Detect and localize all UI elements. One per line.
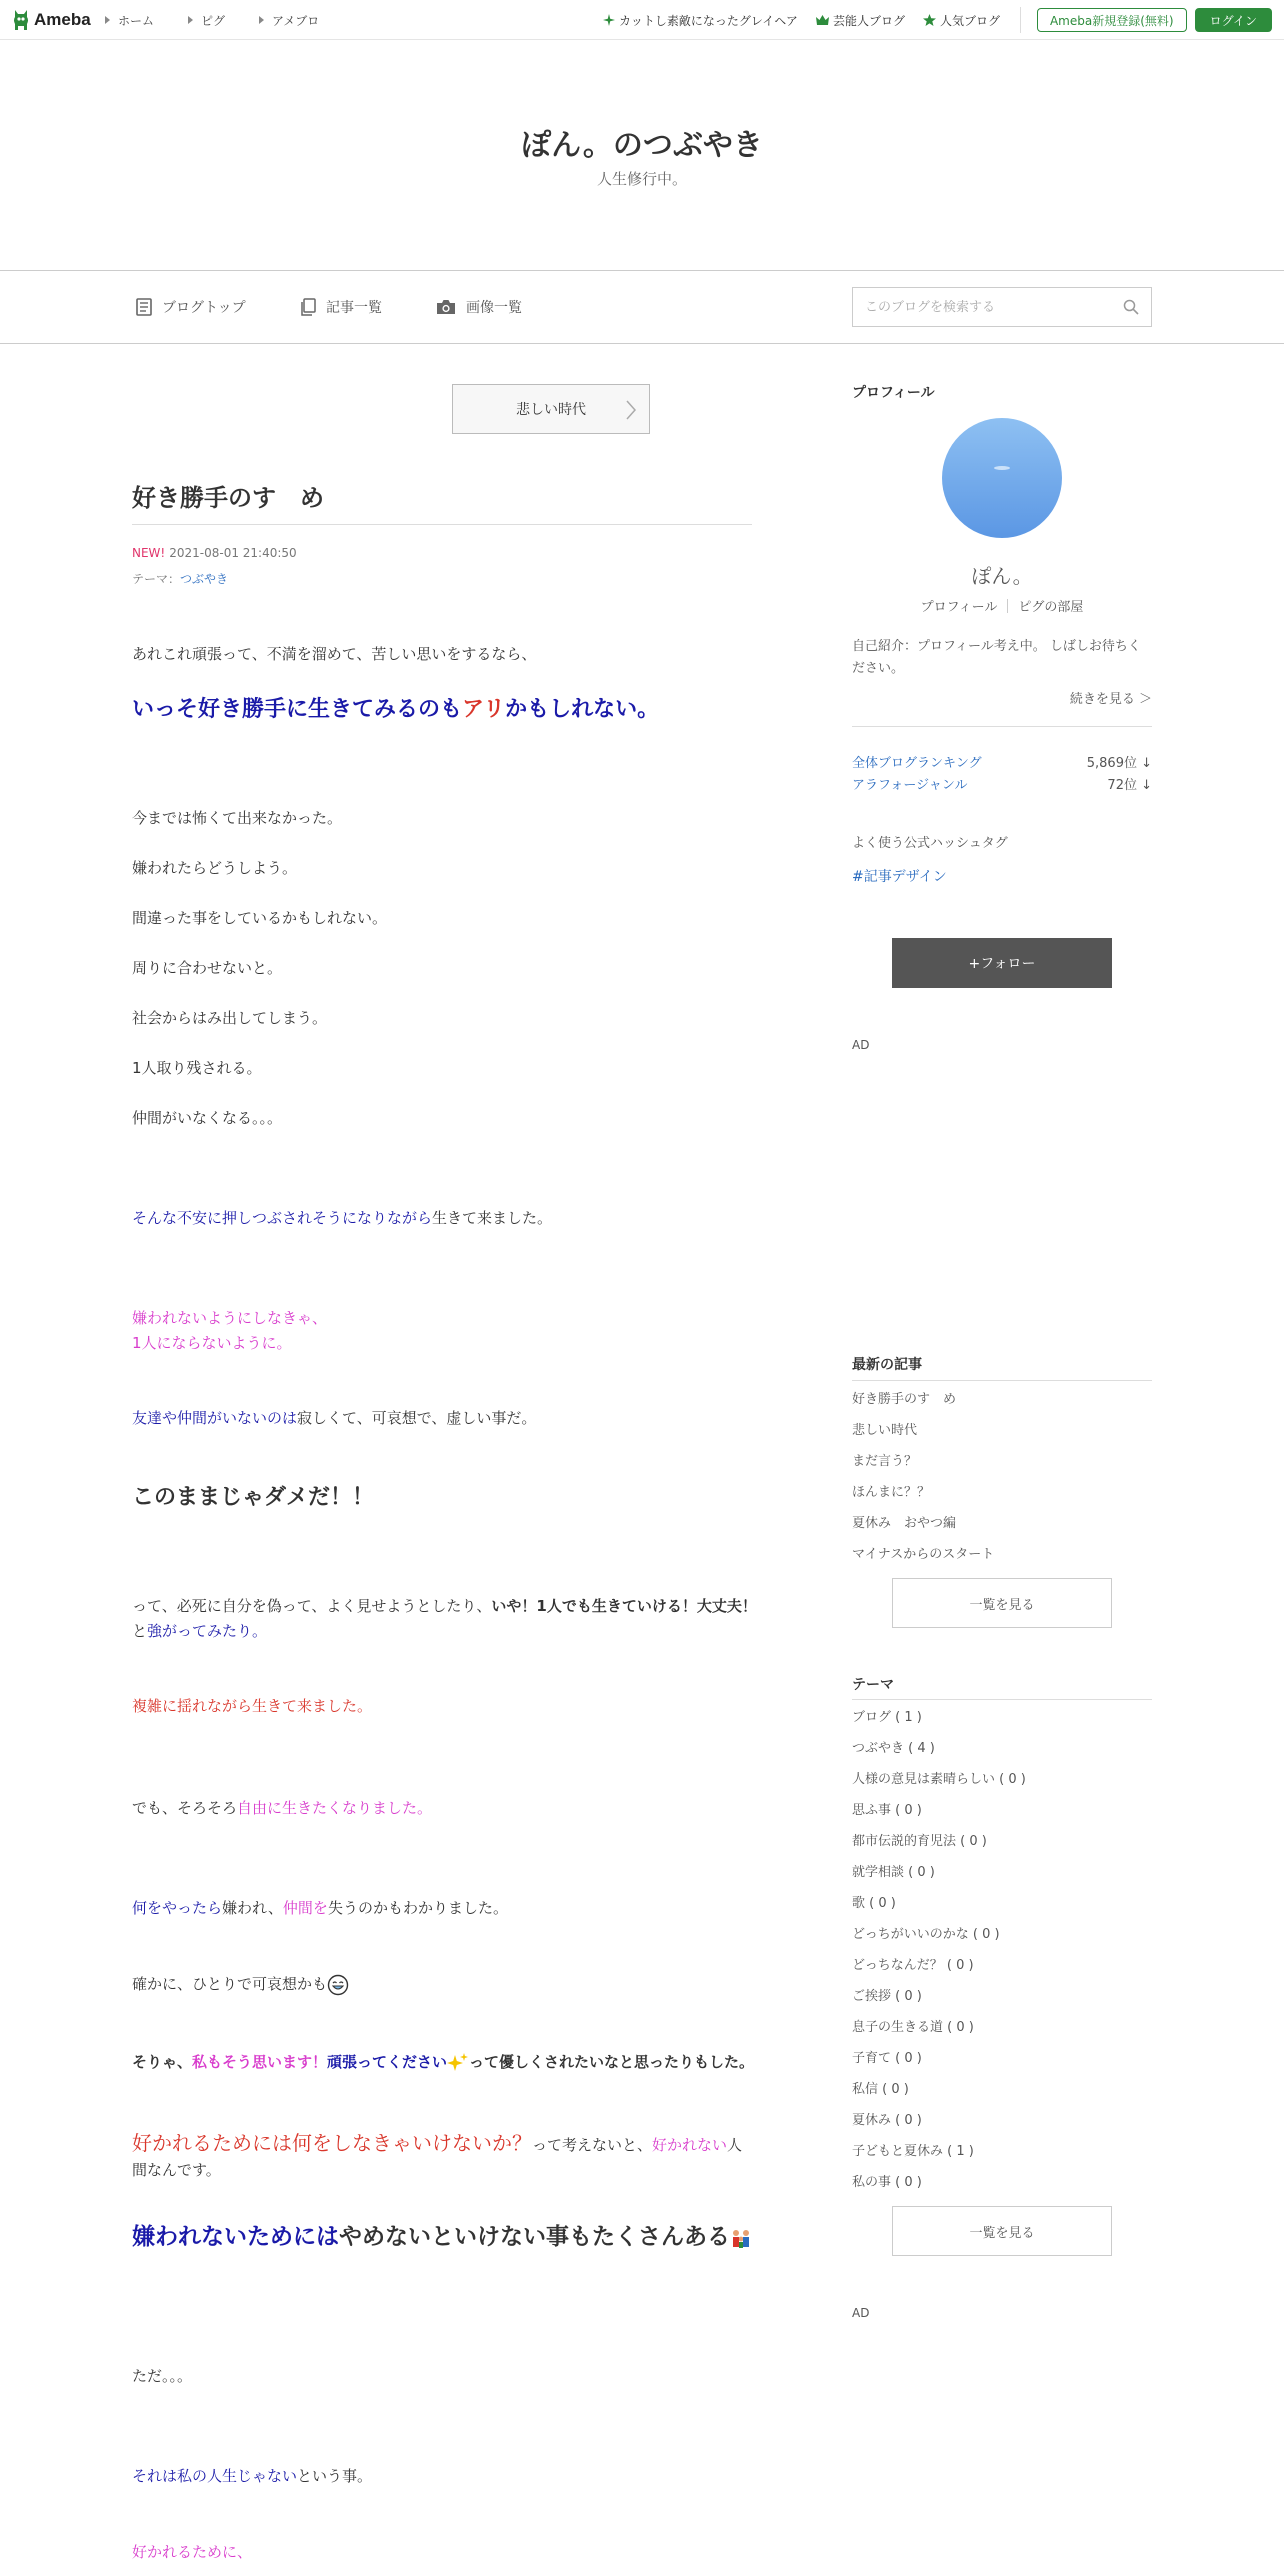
- themes-list-button[interactable]: 一覧を見る: [892, 2206, 1112, 2256]
- text-span: 失うのかもわかりました。: [327, 1899, 508, 1917]
- blog-search: [852, 287, 1152, 327]
- ameba-mascot-icon: [12, 8, 30, 32]
- recent-article-item[interactable]: まだ言う？: [852, 1454, 918, 1469]
- ameba-logo[interactable]: [12, 7, 91, 33]
- logo-text: Ameba: [34, 10, 91, 29]
- ranking-overall[interactable]: [852, 752, 1152, 771]
- follow-button[interactable]: +フォロー: [892, 938, 1112, 988]
- previous-article-button[interactable]: [452, 384, 650, 434]
- text-span: って考えないと、: [532, 2136, 653, 2154]
- theme-item[interactable]: ブログ ( 1 ): [852, 1710, 922, 1725]
- theme-item[interactable]: 歌 ( 0 ): [852, 1896, 896, 1911]
- sparkle-icon: [603, 14, 615, 26]
- article-date: 2021-08-01 21:40:50: [169, 546, 297, 560]
- profile-links: [852, 596, 1152, 615]
- chevron-right-icon: [625, 400, 637, 420]
- text-span: アリ: [462, 697, 506, 722]
- text-span: という事。: [297, 2467, 373, 2485]
- header-divider: [1020, 7, 1021, 33]
- article-paragraph: 複雑に揺れながら生きて来ました。: [132, 1697, 373, 1715]
- theme-item[interactable]: どっちなんだ？ ( 0 ): [852, 1958, 974, 1973]
- article-paragraph: [132, 1972, 757, 1997]
- article-paragraph: 今までは怖くて出来なかった。: [132, 809, 343, 827]
- triangle-icon: [259, 16, 264, 24]
- text-span: って優しくされたいなと思ったりもした。: [469, 2053, 755, 2071]
- text-span: 私もそう思います！: [192, 2053, 328, 2071]
- link-popular-blog-label: 人気ブログ: [939, 13, 1000, 28]
- theme-item[interactable]: 私信 ( 0 ): [852, 2082, 909, 2097]
- theme-item[interactable]: 夏休み ( 0 ): [852, 2113, 922, 2128]
- article-paragraph: 間違った事をしているかもしれない。: [132, 909, 388, 927]
- nav-ameblo-label: アメブロ: [272, 13, 320, 28]
- profile-intro: 自己紹介：プロフィール考え中。 しばしお待ちください。: [852, 639, 1141, 676]
- theme-item[interactable]: 思ふ事 ( 0 ): [852, 1803, 922, 1818]
- article-paragraph: [132, 1594, 757, 1644]
- text-span: 確かに、ひとりで可哀想かも: [132, 1975, 328, 1993]
- blog-search-input[interactable]: [865, 300, 1123, 315]
- ranking-label: 全体ブログランキング: [852, 756, 982, 771]
- link-celebrity-blog-label: 芸能人ブログ: [832, 13, 905, 28]
- triangle-icon: [105, 16, 110, 24]
- text-span: って、必死に自分を偽って、よく見せようとしたり、: [132, 1597, 492, 1615]
- nav-home-label: ホーム: [118, 13, 155, 28]
- theme-item[interactable]: 就学相談 ( 0 ): [852, 1865, 935, 1880]
- link-celebrity-blog[interactable]: [816, 12, 905, 29]
- text-span: でも、そろそろ: [132, 1799, 238, 1817]
- avatar-image: [942, 418, 1062, 538]
- text-span: そりゃ、: [132, 2053, 193, 2071]
- article-paragraph: [132, 1306, 757, 1356]
- article-list-label: 記事一覧: [326, 300, 382, 316]
- blog-nav: [0, 270, 1284, 344]
- smile-emoji-icon: [327, 1974, 349, 1996]
- article-paragraph: [132, 1406, 757, 1431]
- nav-pig[interactable]: [188, 12, 225, 29]
- text-span: 好かれない: [652, 2136, 728, 2154]
- sidebar-divider: [852, 1699, 1152, 1700]
- article-heading: このままじゃダメだ！！: [132, 1485, 375, 1510]
- recent-article-item[interactable]: 夏休み おやつ編: [852, 1516, 957, 1531]
- ranking-label: アラフォージャンル: [852, 778, 968, 793]
- blog-title[interactable]: ぽん。のつぶやき: [521, 128, 763, 163]
- link-grayhair-label: カットし素敵になったグレイヘア: [619, 13, 798, 28]
- article-heading: [132, 694, 757, 726]
- text-line: 1人にならないように。: [132, 1334, 292, 1352]
- article-paragraph: [132, 1796, 757, 1821]
- document-icon: [136, 298, 152, 316]
- text-span: 嫌われないためには: [132, 2224, 339, 2250]
- recent-article-item[interactable]: マイナスからのスタート: [852, 1547, 995, 1562]
- recent-article-item[interactable]: ほんまに？？: [852, 1485, 931, 1500]
- ranking-value: 72位 ↓: [1107, 778, 1152, 793]
- profile-link[interactable]: プロフィール: [920, 600, 998, 615]
- hashtag-heading: よく使う公式ハッシュタグ: [852, 836, 1008, 851]
- text-span: いや！1人でも生きていける！大丈夫！: [491, 1597, 757, 1615]
- recent-article-item[interactable]: 好き勝手のす め: [852, 1392, 957, 1407]
- article-paragraph: [132, 1896, 757, 1921]
- article-meta: [132, 546, 297, 560]
- text-span: 生きて来ました。: [432, 1209, 553, 1227]
- theme-item[interactable]: どっちがいいのかな ( 0 ): [852, 1927, 1000, 1942]
- avatar[interactable]: [942, 418, 1062, 538]
- nav-home[interactable]: [105, 12, 154, 29]
- title-divider: [132, 524, 752, 525]
- nav-pig-label: ピグ: [201, 13, 226, 28]
- theme-item[interactable]: ご挨拶 ( 0 ): [852, 1989, 922, 2004]
- previous-article-label: 悲しい時代: [516, 402, 586, 418]
- text-span: 友達や仲間がいないのは: [132, 1409, 298, 1427]
- recent-articles-heading: 最新の記事: [852, 1357, 922, 1373]
- text-span: 強がってみたり。: [147, 1622, 268, 1640]
- ranking-genre[interactable]: [852, 774, 1152, 793]
- star-icon: [923, 14, 936, 26]
- link-grayhair[interactable]: [603, 12, 798, 29]
- theme-link[interactable]: つぶやき: [180, 572, 229, 586]
- family-emoji-icon: [730, 2227, 752, 2249]
- pig-room-link[interactable]: ピグの部屋: [1018, 600, 1084, 615]
- link-popular-blog[interactable]: [923, 12, 1000, 29]
- text-span: かもしれない。: [505, 697, 660, 722]
- text-span: そんな不安に押しつぶされそうになりながら: [132, 1209, 433, 1227]
- blog-top-link[interactable]: [136, 297, 246, 317]
- recent-article-item[interactable]: 悲しい時代: [852, 1423, 918, 1438]
- theme-item[interactable]: 息子の生きる道 ( 0 ): [852, 2020, 974, 2035]
- article-theme: [132, 570, 228, 587]
- global-nav: [105, 0, 353, 40]
- text-span: やめないといけない事もたくさんある: [339, 2224, 730, 2250]
- text-span: いっそ好き勝手に生きてみるのも: [132, 697, 463, 722]
- text-span: 嫌われ、: [222, 1899, 283, 1917]
- header-right: [585, 0, 1272, 40]
- text-span: 好かれるためには何をしなきゃいけないか？: [132, 2131, 532, 2155]
- image-list-label: 画像一覧: [466, 300, 522, 316]
- ad-label: AD: [852, 2306, 870, 2320]
- article-paragraph: [132, 2050, 757, 2075]
- ranking-value: 5,869位 ↓: [1086, 756, 1152, 771]
- new-badge: NEW!: [132, 546, 166, 560]
- text-line: 嫌われないようにしなきゃ、: [132, 1309, 328, 1327]
- login-button[interactable]: ログイン: [1195, 8, 1272, 32]
- theme-item[interactable]: 子どもと夏休み ( 1 ): [852, 2144, 974, 2159]
- blog-top-label: ブログトップ: [162, 300, 246, 316]
- camera-icon: [436, 299, 456, 315]
- triangle-icon: [188, 16, 193, 24]
- recent-list-button[interactable]: 一覧を見る: [892, 1578, 1112, 1628]
- article-list-link[interactable]: [300, 297, 382, 317]
- signup-button[interactable]: Ameba新規登録(無料): [1037, 8, 1187, 32]
- link-divider: [1007, 599, 1008, 613]
- sidebar-divider: [852, 1380, 1152, 1381]
- article-paragraph: ただ。。。: [132, 2367, 193, 2385]
- global-header: [0, 0, 1284, 40]
- crown-icon: [816, 15, 829, 26]
- article-paragraph: 好かれるために、: [132, 2543, 253, 2561]
- article-paragraph: 嫌われたらどうしよう。: [132, 859, 298, 877]
- text-span: 自由に生きたくなりました。: [237, 1799, 433, 1817]
- theme-item[interactable]: 人様の意見は素晴らしい ( 0 ): [852, 1772, 1026, 1787]
- text-span: 仲間を: [282, 1899, 328, 1917]
- theme-item[interactable]: 子育て ( 0 ): [852, 2051, 922, 2066]
- text-span: と: [132, 1622, 148, 1640]
- article-paragraph: 社会からはみ出してしまう。: [132, 1009, 328, 1027]
- text-span: それは私の人生じゃない: [132, 2467, 298, 2485]
- profile-name[interactable]: ぽん。: [971, 564, 1033, 588]
- theme-label: テーマ：: [132, 572, 181, 586]
- article-paragraph: [132, 2464, 757, 2489]
- search-icon[interactable]: [1123, 299, 1139, 315]
- hashtag-link[interactable]: #記事デザイン: [852, 869, 947, 885]
- article-paragraph: 1人取り残される。: [132, 1059, 262, 1077]
- themes-heading: テーマ: [852, 1677, 894, 1693]
- article-paragraph: 仲間がいなくなる。。。: [132, 1109, 283, 1127]
- theme-item[interactable]: 都市伝説的育児法 ( 0 ): [852, 1834, 987, 1849]
- text-span: 寂しくて、可哀想で、虚しい事だ。: [297, 1409, 537, 1427]
- ad-label: AD: [852, 1038, 870, 1052]
- article-paragraph: [132, 2128, 757, 2183]
- copy-icon: [300, 298, 316, 316]
- article-title: 好き勝手のす め: [132, 484, 324, 512]
- nav-ameblo[interactable]: [259, 12, 319, 29]
- theme-item[interactable]: 私の事 ( 0 ): [852, 2175, 922, 2190]
- sparkles-emoji-icon: [447, 2053, 469, 2073]
- article-paragraph: あれこれ頑張って、不満を溜めて、苦しい思いをするなら、: [132, 645, 537, 663]
- blog-header: [0, 40, 1284, 270]
- read-more-link[interactable]: 続きを見る ＞: [1069, 692, 1152, 707]
- image-list-link[interactable]: [436, 297, 522, 317]
- article-paragraph: 周りに合わせないと。: [132, 959, 283, 977]
- theme-item[interactable]: つぶやき ( 4 ): [852, 1741, 935, 1756]
- article-heading: [132, 2218, 757, 2256]
- article-paragraph: [132, 1206, 757, 1231]
- text-span: 何をやったら: [132, 1899, 223, 1917]
- profile-heading: プロフィール: [852, 385, 935, 401]
- text-span: 頑張ってください: [327, 2053, 448, 2071]
- sidebar-divider: [852, 726, 1152, 727]
- blog-subtitle: 人生修行中。: [596, 170, 687, 188]
- text-span: 人間なんです。: [132, 2136, 743, 2179]
